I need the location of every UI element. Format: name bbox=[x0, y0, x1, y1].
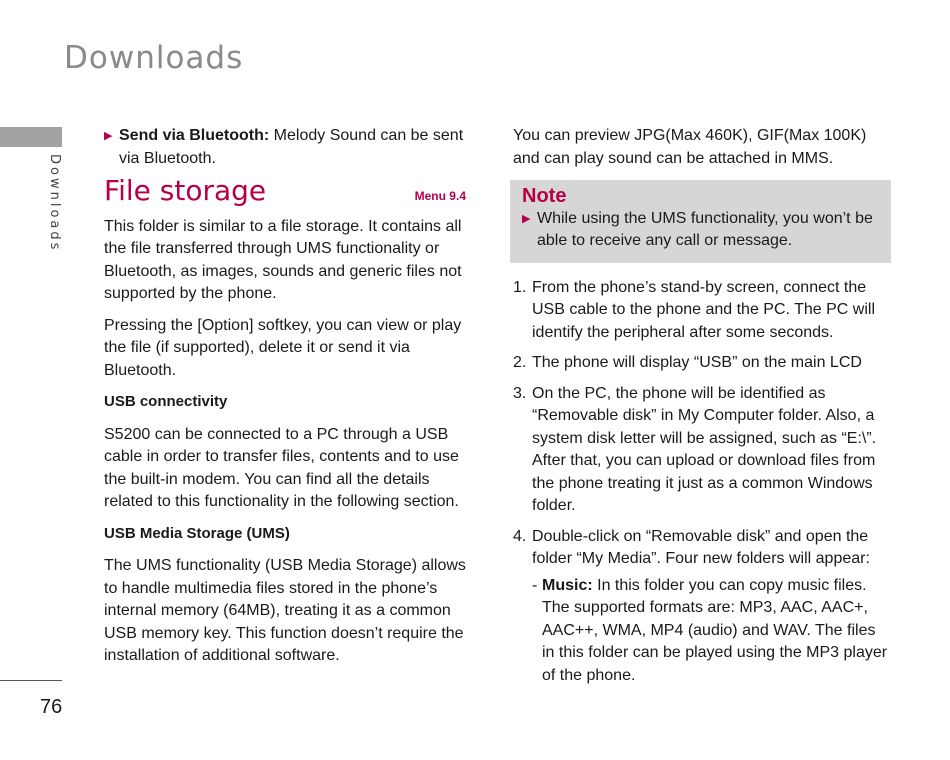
music-folder-item bbox=[532, 575, 888, 688]
step-item bbox=[513, 277, 888, 345]
paragraph-preview: You can preview JPG(Max 460K), GIF(Max 100K) and can play sound can be attached in MMS. bbox=[513, 127, 867, 167]
step-text: Double-click on “Removable disk” and open the folder “My Media”. Four new folders will appear: bbox=[532, 527, 870, 567]
footer-divider bbox=[0, 680, 62, 681]
music-description: In this folder you can copy music files. The supported formats are: MP3, AAC, AAC+, AAC++, WMA, MP4 (audio) and WAV. The files in this folder can be played using the MP3 player of the phone. bbox=[542, 576, 888, 684]
page-number: 76 bbox=[40, 696, 63, 718]
chapter-side-label: Downloads bbox=[47, 154, 62, 253]
left-column bbox=[104, 125, 466, 677]
bluetooth-description: Melody Sound can be sent via Bluetooth. bbox=[119, 127, 464, 167]
note-box bbox=[510, 180, 891, 263]
step-number: 3. bbox=[513, 384, 527, 402]
menu-reference: Menu 9.4 bbox=[414, 189, 466, 203]
step-item bbox=[513, 526, 888, 571]
note-bullet bbox=[522, 208, 879, 253]
step-text: The phone will display “USB” on the main LCD bbox=[532, 354, 862, 371]
music-label: Music: bbox=[542, 576, 593, 594]
bluetooth-bullet bbox=[104, 125, 466, 170]
step-item bbox=[513, 383, 888, 518]
step-number: 1. bbox=[513, 278, 527, 296]
step-text: On the PC, the phone will be identified as “Removable disk” in My Computer folder. Also, a system disk letter will be assigned, such as “E:\”. After that, you can upload or download files from the phone treating it just as a common Windows folder. bbox=[532, 384, 877, 514]
paragraph-ums: The UMS functionality (USB Media Storage) allows to handle multimedia files stored in the phone’s internal memory (64MB), treating it as a common USB memory key. This function doesn’t require the installation of additional software. bbox=[104, 557, 466, 664]
triangle-bullet-icon: ▶ bbox=[104, 130, 113, 142]
step-item bbox=[513, 352, 888, 375]
note-text: While using the UMS functionality, you won’t be able to receive any call or message. bbox=[537, 209, 873, 249]
subheading-ums: USB Media Storage (UMS) bbox=[104, 524, 290, 542]
bluetooth-label: Send via Bluetooth: bbox=[119, 127, 270, 144]
section-header bbox=[104, 174, 466, 208]
paragraph-usb-connectivity: S5200 can be connected to a PC through a USB cable in order to transfer files, contents and to use the built-in modem. You can find all the details related to this functionality in the following section. bbox=[104, 425, 459, 510]
paragraph-file-storage: This folder is similar to a file storage. It contains all the file transferred through UMS functionality or Bluetooth, as images, sounds and generic files not supported by the phone. bbox=[104, 217, 462, 302]
section-title: File storage bbox=[104, 174, 267, 207]
step-number: 2. bbox=[513, 354, 527, 371]
triangle-bullet-icon: ▶ bbox=[522, 212, 531, 225]
note-title: Note bbox=[522, 185, 567, 207]
music-text bbox=[542, 575, 888, 688]
right-column bbox=[513, 125, 888, 687]
chapter-tab bbox=[0, 127, 62, 147]
subheading-usb-connectivity: USB connectivity bbox=[104, 393, 228, 410]
paragraph-option-softkey: Pressing the [Option] softkey, you can view or play the file (if supported), delete it or send it via Bluetooth. bbox=[104, 316, 462, 379]
page-header-title: Downloads bbox=[64, 40, 244, 76]
bluetooth-text bbox=[119, 125, 466, 170]
step-number: 4. bbox=[513, 527, 527, 545]
dash-bullet: - bbox=[532, 576, 538, 594]
step-text: From the phone’s stand-by screen, connect the USB cable to the phone and the PC. The PC will identify the peripheral after some seconds. bbox=[532, 278, 876, 341]
